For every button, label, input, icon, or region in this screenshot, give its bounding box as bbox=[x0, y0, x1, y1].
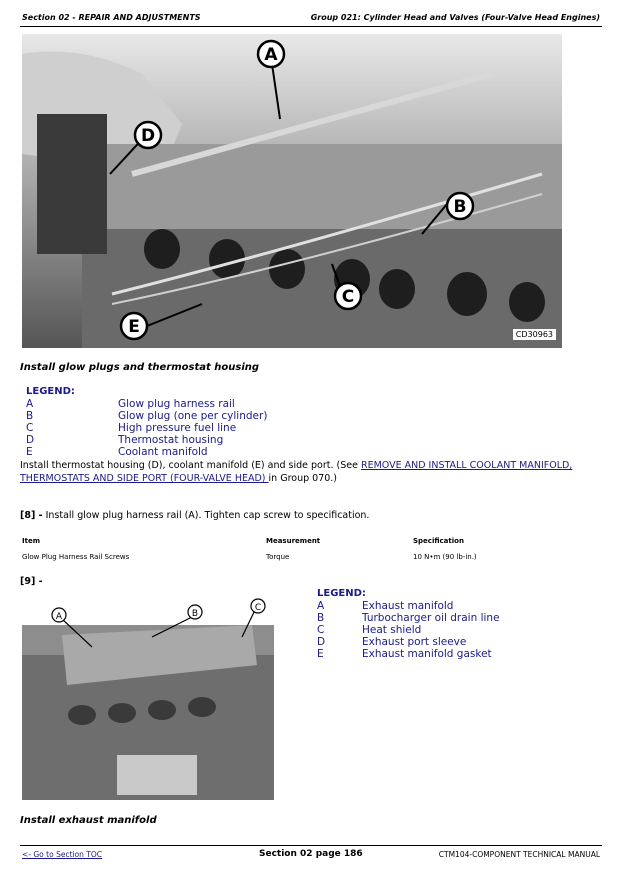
label2-b bbox=[188, 605, 202, 619]
engine-photo-exhaust-manifold bbox=[22, 595, 274, 800]
step-9 bbox=[20, 575, 43, 588]
step-8 bbox=[20, 509, 369, 522]
legend2-row-a: A Exhaust manifold bbox=[317, 600, 454, 612]
paragraph-text: Install thermostat housing (D), coolant manifold (E) and side port. (See bbox=[20, 460, 361, 471]
header-group: Group 021: Cylinder Head and Valves (Four-Valve Head Engines) bbox=[310, 13, 600, 22]
legend1-title: LEGEND: bbox=[26, 386, 75, 397]
footer-manual-title: CTM104-COMPONENT TECHNICAL MANUAL bbox=[438, 850, 600, 859]
label2-a bbox=[52, 608, 66, 622]
svg-text:A: A bbox=[55, 612, 63, 622]
legend1-row-b: B Glow plug (one per cylinder) bbox=[26, 410, 268, 422]
engine-photo-glow-plugs bbox=[22, 34, 562, 348]
svg-text:A: A bbox=[264, 45, 278, 65]
paragraph-text-after: in Group 070.) bbox=[268, 473, 338, 484]
legend1-row-e: E Coolant manifold bbox=[26, 446, 208, 458]
svg-text:B: B bbox=[191, 609, 199, 619]
svg-text:C: C bbox=[341, 287, 355, 307]
step-8-text: Install glow plug harness rail (A). Tighten cap screw to specification. bbox=[45, 510, 370, 521]
figure2-caption: Install exhaust manifold bbox=[20, 815, 157, 826]
label-d bbox=[135, 122, 161, 148]
svg-text:C: C bbox=[254, 603, 262, 613]
svg-text:B: B bbox=[453, 197, 467, 217]
go-to-section-toc-link[interactable]: <- Go to Section TOC bbox=[22, 850, 103, 859]
svg-text:D: D bbox=[140, 126, 156, 146]
step-8-number: [8] - bbox=[20, 510, 43, 521]
table-header-item: Item bbox=[22, 537, 40, 545]
table-header-specification: Specification bbox=[413, 537, 464, 545]
step-9-number: [9] - bbox=[20, 576, 43, 587]
legend1-row-a: A Glow plug harness rail bbox=[26, 398, 235, 410]
engine-illustration bbox=[22, 34, 562, 348]
header-section: Section 02 - REPAIR AND ADJUSTMENTS bbox=[22, 13, 201, 22]
figure-id: CD30963 bbox=[513, 329, 556, 340]
label-c bbox=[335, 283, 361, 309]
label-b bbox=[447, 193, 473, 219]
label-e bbox=[121, 313, 147, 339]
label-a bbox=[258, 41, 284, 67]
legend2-row-d: D Exhaust port sleeve bbox=[317, 636, 467, 648]
legend1-row-d: D Thermostat housing bbox=[26, 434, 224, 446]
coolant-manifold-link[interactable]: REMOVE AND INSTALL COOLANT MANIFOLD, bbox=[360, 460, 573, 471]
coolant-manifold-link-cont[interactable]: THERMOSTATS AND SIDE PORT (FOUR-VALVE HEAD) bbox=[20, 473, 269, 484]
figure1-caption: Install glow plugs and thermostat housing bbox=[20, 362, 260, 373]
paragraph-thermostat bbox=[20, 459, 600, 485]
footer-rule bbox=[20, 845, 602, 846]
svg-text:E: E bbox=[128, 317, 140, 337]
table-cell-measurement: Torque bbox=[266, 553, 290, 561]
legend2-row-b: B Turbocharger oil drain line bbox=[317, 612, 500, 624]
table-cell-specification: 10 N•m (90 lb-in.) bbox=[413, 553, 477, 561]
table-cell-item: Glow Plug Harness Rail Screws bbox=[22, 553, 130, 561]
table-header-measurement: Measurement bbox=[266, 537, 321, 545]
legend1-row-c: C High pressure fuel line bbox=[26, 422, 237, 434]
footer-page-number: Section 02 page 186 bbox=[259, 849, 363, 859]
legend2-title: LEGEND: bbox=[317, 588, 366, 599]
legend2-row-c: C Heat shield bbox=[317, 624, 422, 636]
label2-c bbox=[251, 599, 265, 613]
exhaust-illustration bbox=[22, 595, 274, 800]
header-rule bbox=[20, 26, 602, 27]
legend2-row-e: E Exhaust manifold gasket bbox=[317, 648, 492, 660]
